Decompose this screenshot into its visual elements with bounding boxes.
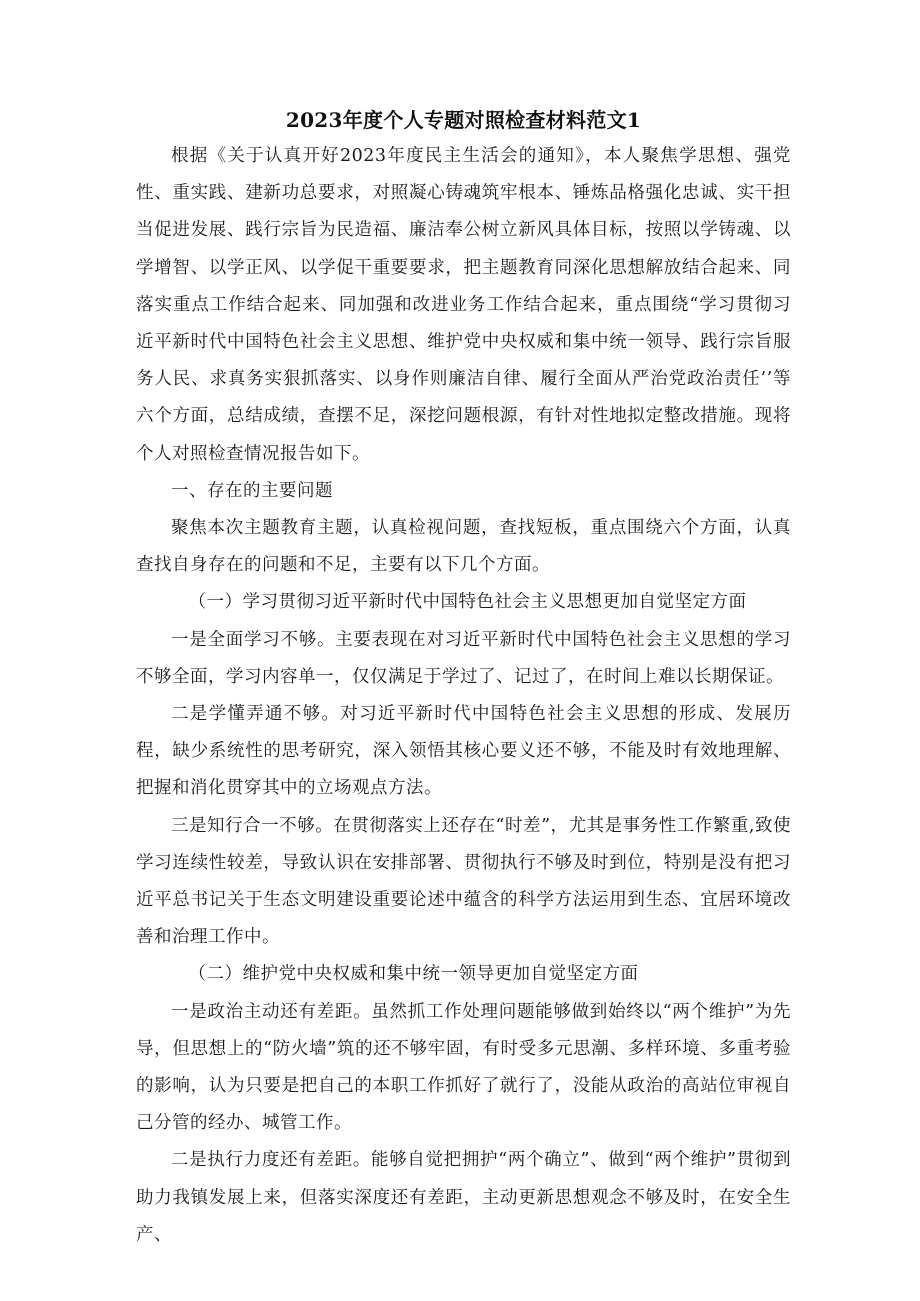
subsection-1-paragraph-2: 二是学懂弄通不够。对习近平新时代中国特色社会主义思想的形成、发展历程，缺少系统性的思考研究，深入领悟其核心要义还不够，不能及时有效地理解、把握和消化贯穿其中的立场观点方法。 <box>136 704 791 799</box>
document-title: 2023年度个人专题对照检查材料范文1 <box>285 108 642 132</box>
subsection-2-paragraph-2: 二是执行力度还有差距。能够自觉把拥护“两个确立”、做到“两个维护”贯彻到助力我镇发展上来，但落实深度还有差距，主动更新思想观念不够及时，在安全生产、 <box>136 1150 791 1245</box>
subsection-1-paragraph-1: 一是全面学习不够。主要表现在对习近平新时代中国特色社会主义思想的学习不够全面，学习内容单一，仅仅满足于学过了、记过了，在时间上难以长期保证。 <box>136 629 791 687</box>
document-body <box>136 102 791 1254</box>
subsection-2-paragraph-1: 一是政治主动还有差距。虽然抓工作处理问题能够做到始终以“两个维护”为先导，但思想上的“防火墙”筑的还不够牢固，有时受多元思潮、多样环境、多重考验的影响，认为只要是把自己的本职工作抓好了就行了，没能从政治的高站位审视自己分管的经办、城管工作。 <box>136 1001 791 1134</box>
intro-paragraph: 根据《关于认真开好2023年度民主生活会的通知》，本人聚焦学思想、强党性、重实践、建新功总要求，对照凝心铸魂筑牢根本、锤炼品格强化忠诚、实干担当促进发展、践行宗旨为民造福、廉洁奉公树立新风具体目标，按照以学铸魂、以学增智、以学正风、以学促干重要要求，把主题教育同深化思想解放结合起来、同落实重点工作结合起来、同加强和改进业务工作结合起来，重点围绕“学习贯彻习近平新时代中国特色社会主义思想、维护党中央权威和集中统一领导、践行宗旨服务人民、求真务实狠抓落实、以身作则廉洁自律、履行全面从严治党政治责任’’等六个方面，总结成绩，查摆不足，深挖问题根源，有针对性地拟定整改措施。现将个人对照检查情况报告如下。 <box>136 146 791 464</box>
subsection-1-paragraph-3: 三是知行合一不够。在贯彻落实上还存在“时差”，尤其是事务性工作繁重,致使学习连续性较差，导致认识在安排部署、贯彻执行不够及时到位，特别是没有把习近平总书记关于生态文明建设重要论述中蕴含的科学方法运用到生态、宜居环境改善和治理工作中。 <box>136 815 791 948</box>
subsection-heading-2: （二）维护党中央权威和集中统一领导更加自觉坚定方面 <box>188 964 639 985</box>
subsection-heading-1: （一）学习贯彻习近平新时代中国特色社会主义思想更加自觉坚定方面 <box>188 592 747 613</box>
section-heading-problems: 一、存在的主要问题 <box>171 480 333 501</box>
section-intro-paragraph: 聚焦本次主题教育主题，认真检视问题，查找短板，重点围绕六个方面，认真查找自身存在的问题和不足，主要有以下几个方面。 <box>136 518 791 576</box>
